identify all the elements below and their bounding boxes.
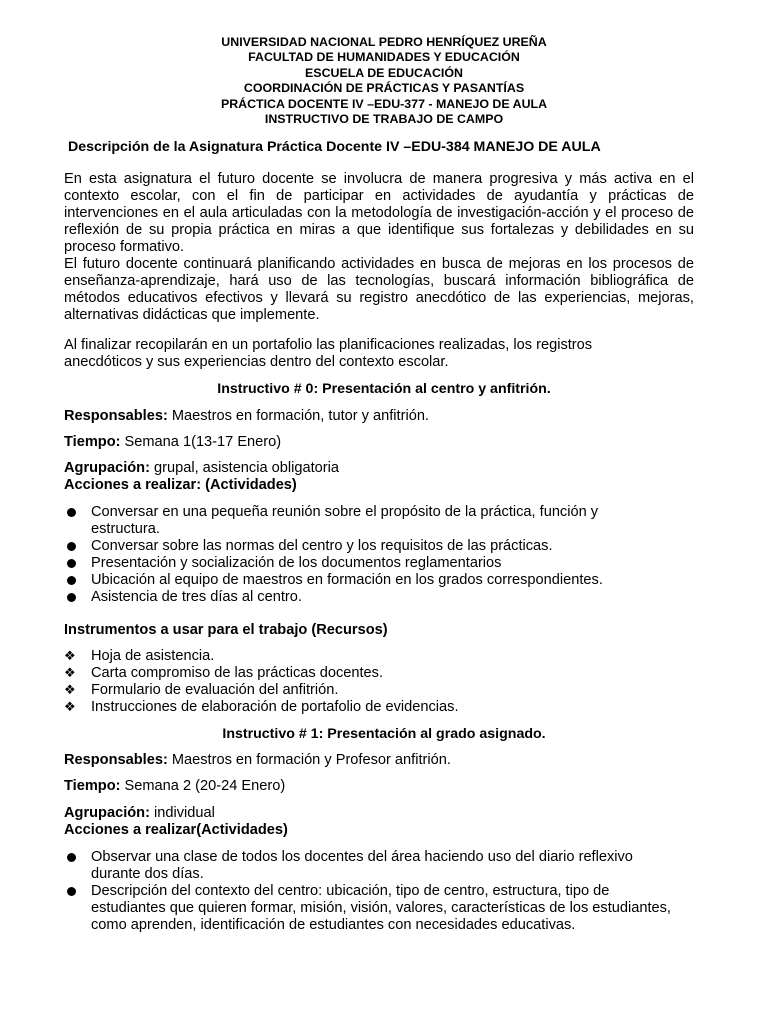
tiempo-label: Tiempo:	[64, 434, 121, 450]
header-course: PRÁCTICA DOCENTE IV –EDU-377 - MANEJO DE AULA	[220, 96, 548, 111]
list-item: Ubicación al equipo de maestros en formación en los grados correspondientes.	[64, 572, 664, 589]
instructivo-0-tiempo	[64, 434, 281, 450]
instructivo-0-title: Instructivo # 0: Presentación al centro y anfitrión.	[217, 381, 551, 397]
list-item: Descripción del contexto del centro: ubicación, tipo de centro, estructura, tipo de estudiantes que quieren formar, misión, visión, valores, características de los estudiantes, como aprenden, identificación de estudiantes con necesidades educativas.	[64, 883, 674, 934]
diamond-bullet-icon: ❖	[64, 666, 76, 682]
instructivo-1-tiempo	[64, 778, 285, 794]
bullet-icon	[67, 542, 76, 551]
instructivo-1-responsables	[64, 752, 451, 768]
agrupacion-label: Agrupación:	[64, 805, 150, 821]
responsables-label: Responsables:	[64, 408, 168, 424]
bullet-icon	[67, 853, 76, 862]
list-item: ❖ Instrucciones de elaboración de portafolio de evidencias.	[64, 699, 459, 716]
header-instructivo: INSTRUCTIVO DE TRABAJO DE CAMPO	[264, 112, 504, 127]
instructivo-0-actividades-list	[64, 504, 664, 607]
list-item: Presentación y socialización de los documentos reglamentarios	[64, 555, 664, 572]
diamond-bullet-icon: ❖	[64, 700, 76, 716]
description-paragraph-3: Al finalizar recopilarán en un portafolio las planificaciones realizadas, los registros anecdóticos y sus experiencias dentro del contexto escolar.	[64, 337, 593, 371]
tiempo-value: Semana 2 (20-24 Enero)	[120, 778, 286, 794]
instructivo-1-actividades-list	[64, 849, 674, 934]
tiempo-label: Tiempo:	[64, 778, 121, 794]
instructivo-0-acciones-label: Acciones a realizar: (Actividades)	[64, 477, 297, 493]
description-paragraph-2: El futuro docente continuará planificando actividades en busca de mejoras en los procesos de enseñanza-aprendizaje, hará uso de las tecnologías, buscará información bibliográfica de métodos educativos efectivos y llevará su registro anecdótico de las experiencias, mejoras, alternativas didácticas que implemente.	[64, 256, 694, 324]
responsables-value: Maestros en formación, tutor y anfitrión.	[167, 408, 429, 424]
header-school: ESCUELA DE EDUCACIÓN	[305, 65, 463, 80]
list-item: Conversar en una pequeña reunión sobre el propósito de la práctica, función y estructura.	[64, 504, 664, 538]
instructivo-0-instrumentos-label: Instrumentos a usar para el trabajo (Recursos)	[64, 622, 388, 638]
responsables-value: Maestros en formación y Profesor anfitrión.	[167, 752, 451, 768]
instructivo-0-recursos-list	[64, 648, 704, 716]
agrupacion-value: individual	[149, 805, 215, 821]
instructivo-0-responsables	[64, 408, 429, 424]
list-item: Asistencia de tres días al centro.	[64, 589, 664, 606]
bullet-icon	[67, 593, 76, 602]
instructivo-1-title: Instructivo # 1: Presentación al grado asignado.	[222, 726, 546, 742]
list-item: Observar una clase de todos los docentes del área haciendo uso del diario reflexivo durante dos días.	[64, 849, 674, 883]
instructivo-1-acciones-label: Acciones a realizar(Actividades)	[64, 822, 288, 838]
bullet-icon	[67, 508, 76, 517]
section-subtitle: Descripción de la Asignatura Práctica Docente IV –EDU-384 MANEJO DE AULA	[68, 139, 601, 155]
list-item: ❖ Carta compromiso de las prácticas docentes.	[64, 665, 384, 682]
list-item: ❖ Formulario de evaluación del anfitrión.	[64, 682, 339, 699]
instructivo-0-agrupacion	[64, 460, 339, 476]
agrupacion-label: Agrupación:	[64, 460, 150, 476]
bullet-icon	[67, 887, 76, 896]
instructivo-1-agrupacion	[64, 805, 215, 821]
diamond-bullet-icon: ❖	[64, 649, 76, 664]
responsables-label: Responsables:	[64, 752, 168, 768]
list-item: ❖ Hoja de asistencia.	[64, 648, 215, 664]
header-university: UNIVERSIDAD NACIONAL PEDRO HENRÍQUEZ UREÑA	[221, 35, 547, 49]
document-header	[0, 35, 768, 127]
list-item: Conversar sobre las normas del centro y los requisitos de las prácticas.	[64, 538, 664, 555]
agrupacion-value: grupal, asistencia obligatoria	[149, 460, 339, 476]
diamond-bullet-icon: ❖	[64, 683, 76, 699]
tiempo-value: Semana 1(13-17 Enero)	[120, 434, 282, 450]
bullet-icon	[67, 576, 76, 585]
description-paragraph-1: En esta asignatura el futuro docente se involucra de manera progresiva y más activa en el contexto escolar, con el fin de participar en actividades de ayudantía y prácticas de intervenciones en el aula articuladas con la metodología de investigación-acción y el proceso de reflexión de su propia práctica en miras a que identifique sus fortalezas y debilidades en su proceso formativo.	[64, 171, 694, 256]
bullet-icon	[67, 559, 76, 568]
header-faculty: FACULTAD DE HUMANIDADES Y EDUCACIÓN	[248, 50, 520, 65]
header-coordination: COORDINACIÓN DE PRÁCTICAS Y PASANTÍAS	[243, 81, 525, 96]
